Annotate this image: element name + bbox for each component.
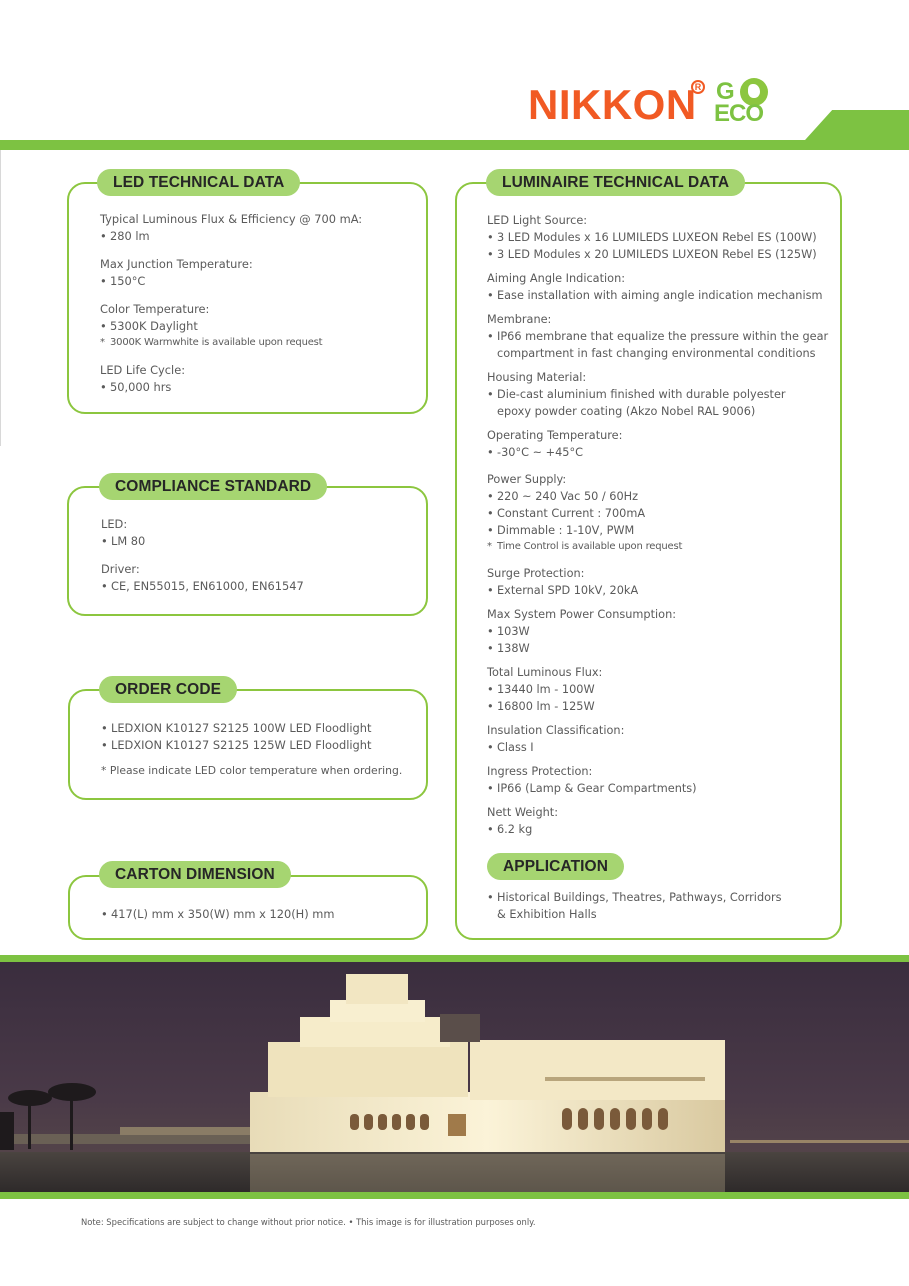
color-temp-label: Color Temperature: [100,302,210,316]
application-value-cont: & Exhibition Halls [497,908,597,921]
ingress-label: Ingress Protection: [487,765,593,778]
carton-body [101,906,421,923]
source-label: LED Light Source: [487,214,588,227]
compliance-title: COMPLIANCE STANDARD [99,473,327,500]
carton-value: • 417(L) mm x 350(W) mm x 120(H) mm [101,906,421,923]
power-label: Power Supply: [487,473,567,486]
power-current: • Constant Current : 700mA [487,505,832,522]
compliance-driver-value: • CE, EN55015, EN61000, EN61547 [101,578,421,595]
optemp-value: • -30°C ~ +45°C [487,444,832,461]
total-flux-125w: • 16800 lm - 125W [487,698,832,715]
aiming-value: • Ease installation with aiming angle indication mechanism [487,287,832,304]
life-cycle-value: • 50,000 hrs [100,379,420,396]
application-title: APPLICATION [487,853,624,880]
footer-note: Note: Specifications are subject to change without prior notice. • This image is for illustration purposes only. [81,1217,536,1227]
order-code-body [101,720,421,779]
compliance-body [101,516,421,595]
ingress-value: • IP66 (Lamp & Gear Compartments) [487,780,832,797]
photo-band-bottom [0,1192,909,1199]
housing-value: • Die-cast aluminium finished with durable polyester [487,386,832,403]
luminaire-title: LUMINAIRE TECHNICAL DATA [486,169,745,196]
power-note: * Time Control is available upon request [487,539,832,555]
total-flux-100w: • 13440 lm - 100W [487,681,832,698]
consumption-100w: • 103W [487,623,832,640]
eco-logo-line1: G [716,78,735,105]
compliance-led-value: • LM 80 [101,533,421,550]
flux-label: Typical Luminous Flux & Efficiency @ 700 mA: [100,212,363,226]
order-note: * Please indicate LED color temperature when ordering. [101,764,403,777]
optemp-label: Operating Temperature: [487,429,623,442]
compliance-led-label: LED: [101,517,128,531]
led-technical-body [100,211,420,396]
application-body [487,889,832,923]
power-voltage: • 220 ~ 240 Vac 50 / 60Hz [487,488,832,505]
eco-logo-line2: ECO [714,100,764,127]
weight-label: Nett Weight: [487,806,559,819]
housing-value-cont: epoxy powder coating (Akzo Nobel RAL 9006) [497,405,756,418]
weight-value: • 6.2 kg [487,821,832,838]
application-value: • Historical Buildings, Theatres, Pathways, Corridors [487,889,832,906]
junction-value: • 150°C [100,273,420,290]
registered-mark: R [691,80,705,94]
color-temp-value: • 5300K Daylight [100,318,420,335]
order-item-100w: • LEDXION K10127 S2125 100W LED Floodlight [101,720,421,737]
carton-title: CARTON DIMENSION [99,861,291,888]
order-code-title: ORDER CODE [99,676,237,703]
source-125w: • 3 LED Modules x 20 LUMILEDS LUXEON Rebel ES (125W) [487,246,832,263]
header-band [0,140,909,150]
membrane-label: Membrane: [487,313,552,326]
color-temp-note: * 3000K Warmwhite is available upon request [100,335,420,351]
compliance-driver-label: Driver: [101,562,140,576]
total-flux-label: Total Luminous Flux: [487,666,603,679]
housing-label: Housing Material: [487,371,587,384]
led-technical-title: LED TECHNICAL DATA [97,169,300,196]
life-cycle-label: LED Life Cycle: [100,363,186,377]
brand-name: NIKKON [528,81,697,128]
surge-value: • External SPD 10kV, 20kA [487,582,832,599]
source-100w: • 3 LED Modules x 16 LUMILEDS LUXEON Rebel ES (100W) [487,229,832,246]
membrane-value: • IP66 membrane that equalize the pressure within the gear [487,328,832,345]
power-dimming: • Dimmable : 1-10V, PWM [487,522,832,539]
membrane-value-cont: compartment in fast changing environmental conditions [497,347,816,360]
photo-band-top [0,955,909,962]
consumption-label: Max System Power Consumption: [487,608,677,621]
insulation-label: Insulation Classification: [487,724,625,737]
go-eco-logo [714,78,774,130]
insulation-value: • Class I [487,739,832,756]
museum-night-photo [0,962,909,1192]
left-rule [0,150,1,446]
junction-label: Max Junction Temperature: [100,257,253,271]
luminaire-body [487,212,832,838]
aiming-label: Aiming Angle Indication: [487,272,626,285]
order-item-125w: • LEDXION K10127 S2125 125W LED Floodlight [101,737,421,754]
flux-value: • 280 lm [100,228,420,245]
consumption-125w: • 138W [487,640,832,657]
surge-label: Surge Protection: [487,567,585,580]
